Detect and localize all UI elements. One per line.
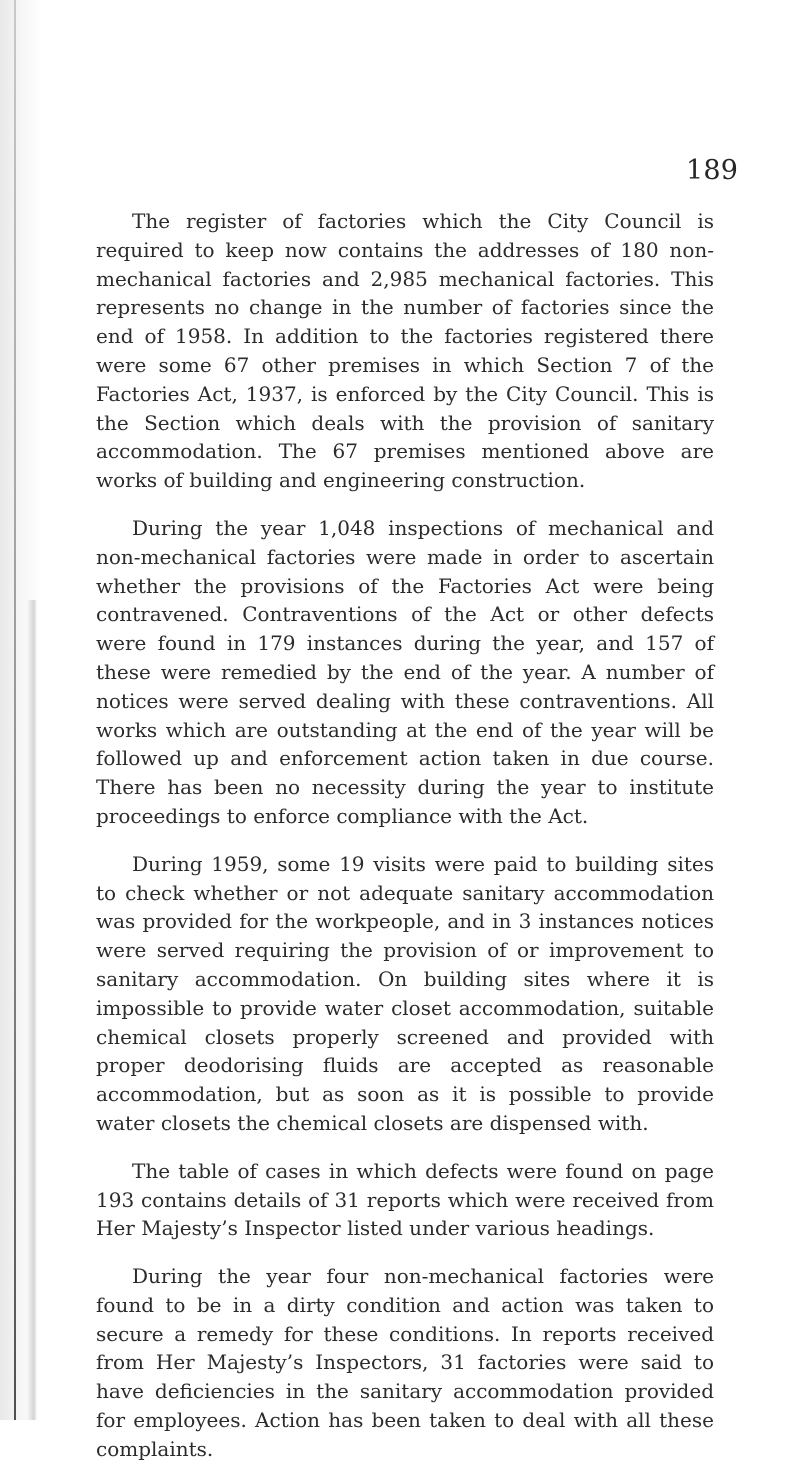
paragraph-building-sites: During 1959, some 19 visits were paid to building sites to check whether or not adequate sanitary accommodation was provided for the workpeople, and in 3 instances notices were served requiring the provision of or improvement to sanitary accommodation. On building sites where it is impossible to provide water closet accommodation, suitable chemical closets properly screened and provided with proper deodorising fluids are accepted as reasonable accommodation, but as soon as it is possible to provide water closets the chemical closets are dispensed with. bbox=[96, 851, 714, 1135]
document-body bbox=[96, 207, 714, 1483]
page-number: 189 bbox=[686, 155, 739, 186]
paragraph-factory-inspections: During the year 1,048 inspections of mechanical and non-mechanical factories were made in order to ascertain whether the provisions of the Factories Act were being contravened. Contraventions of the Act or other defects were found in 179 instances during the year, and 157 of these were remedied by the end of the year. A number of notices were served dealing with these contraventions. All works which are outstanding at the end of the year will be followed up and enforcement action taken in due course. There has been no necessity during the year to institute proceedings to enforce compliance with the Act. bbox=[96, 515, 714, 828]
paragraph-inspector-reports: The table of cases in which defects were found on page 193 contains details of 31 reports which were received from Her Majesty’s Inspector listed under various headings. bbox=[96, 1158, 714, 1241]
paragraph-factory-conditions: During the year four non-mechanical factories were found to be in a dirty condition and action was taken to secure a remedy for these conditions. In reports received from Her Majesty’s Inspectors, 31 factories were said to have deficiencies in the sanitary accommodation provided for employees. Action has been taken to deal with all these complaints. bbox=[96, 1264, 714, 1461]
page-binding-edge bbox=[0, 0, 42, 1420]
paragraph-factory-register: The register of factories which the City Council is required to keep now contains the addresses of 180 non-mechanical factories and 2,985 mechanical factories. This represents no change in the number of factories since the end of 1958. In addition to the factories registered there were some 67 other premises in which Section 7 of the Factories Act, 1937, is enforced by the City Council. This is the Section which deals with the provision of sanitary accommodation. The 67 premises mentioned above are works of building and engineering construction. bbox=[96, 209, 714, 493]
